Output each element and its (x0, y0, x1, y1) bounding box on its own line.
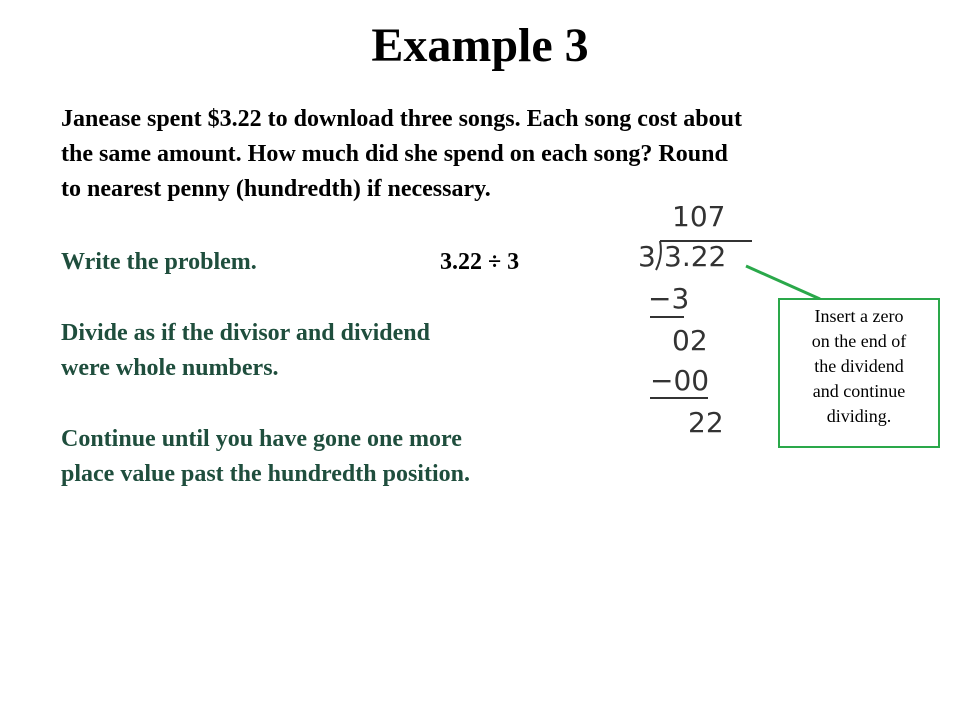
step-continue (61, 422, 470, 492)
subtract-row: −3 (648, 282, 690, 315)
problem-statement (61, 102, 911, 207)
remainder-row: 02 (672, 324, 708, 357)
divisor: 3 (638, 240, 656, 273)
step-divide-whole (61, 316, 430, 386)
callout-line: Insert a zero (814, 306, 904, 326)
subtract-rule (650, 397, 708, 399)
step-line: place value past the hundredth position. (61, 461, 470, 487)
callout-line: dividing. (826, 406, 892, 426)
problem-line: Janease spent $3.22 to download three songs. Each song cost about (61, 106, 742, 132)
remainder-row: 22 (688, 406, 724, 439)
quotient: 107 (672, 200, 726, 233)
step-write-problem (61, 245, 257, 280)
step-line: Continue until you have gone one more (61, 426, 462, 452)
subtract-rule (650, 316, 684, 318)
long-division-work (628, 196, 758, 446)
step-line: Write the problem. (61, 249, 257, 275)
callout-line: on the end of (811, 331, 907, 351)
division-expression: 3.22 ÷ 3 (440, 249, 520, 275)
callout-line: and continue (812, 381, 906, 401)
problem-line: to nearest penny (hundredth) if necessary. (61, 176, 491, 202)
step-line: were whole numbers. (61, 355, 279, 381)
subtract-row: −00 (650, 364, 710, 397)
dividend: 3.22 (664, 240, 727, 273)
slide-title: Example 3 (371, 19, 589, 72)
problem-line: the same amount. How much did she spend on each song? Round (61, 141, 728, 167)
callout-line: the dividend (814, 356, 904, 376)
callout-note (778, 298, 940, 448)
step-line: Divide as if the divisor and dividend (61, 320, 430, 346)
